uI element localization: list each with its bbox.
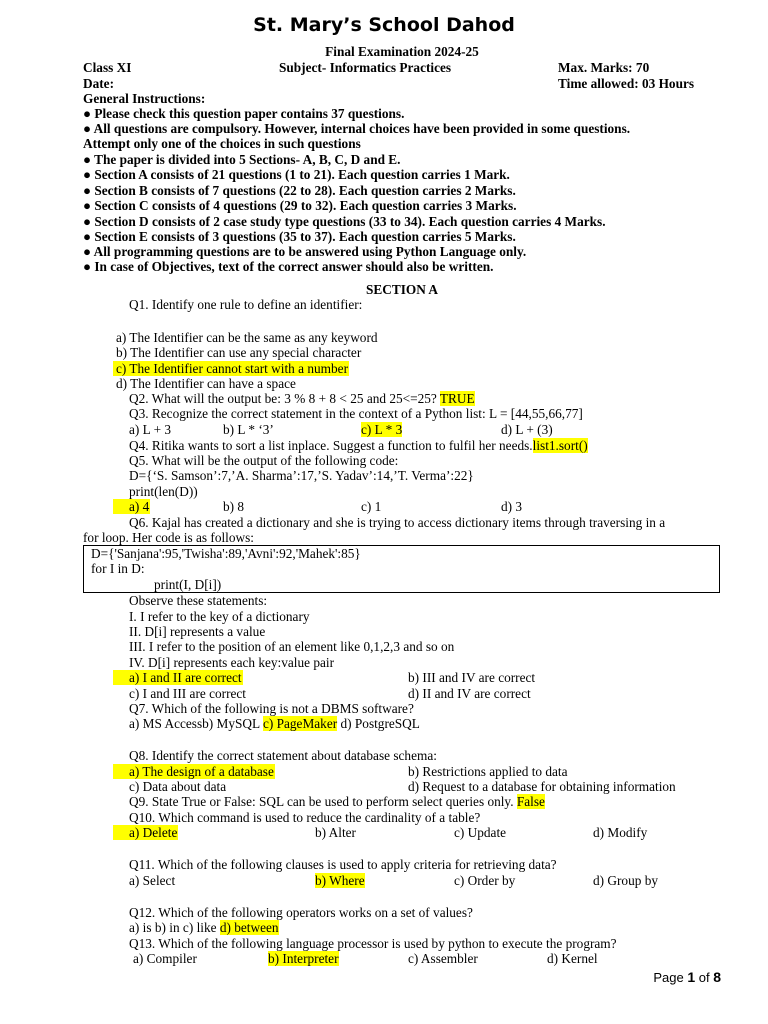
- page-number: Page 1 of 8: [653, 969, 721, 985]
- option-5b: b) 8: [223, 499, 245, 514]
- question-11: Q11. Which of the following clauses is used to apply criteria for retrieving data?: [129, 857, 557, 872]
- option-5d: d) 3: [501, 499, 523, 514]
- option-3a: a) L + 3: [129, 422, 172, 437]
- question-13: Q13. Which of the following language processor is used by python to execute the program?: [129, 936, 617, 951]
- option-6c: c) I and III are correct: [129, 686, 246, 701]
- option-8a-correct: a) The design of a database: [113, 764, 275, 779]
- option-1b: b) The Identifier can use any special character: [116, 345, 362, 360]
- question-10: Q10. Which command is used to reduce the cardinality of a table?: [129, 810, 481, 825]
- option-13d: d) Kernel: [547, 951, 598, 966]
- option-1a: a) The Identifier can be the same as any keyword: [116, 330, 378, 345]
- option-5c: c) 1: [361, 499, 382, 514]
- code-line: print(I, D[i]): [154, 577, 222, 592]
- code-line: for I in D:: [91, 561, 145, 576]
- instruction-item: Attempt only one of the choices in such questions: [83, 136, 361, 151]
- option-10a-correct: a) Delete: [113, 825, 178, 840]
- code-line: D={'Sanjana':95,'Twisha':89,'Avni':92,'Mahek':85}: [91, 546, 361, 561]
- time-allowed: Time allowed: 03 Hours: [558, 76, 695, 91]
- instruction-item: ● Section C consists of 4 questions (29 to 32). Each question carries 3 Marks.: [83, 198, 517, 213]
- statement-4: IV. D[i] represents each key:value pair: [129, 655, 335, 670]
- question-3: Q3. Recognize the correct statement in the context of a Python list: L = [44,55,66,77]: [129, 406, 583, 421]
- options-7: a) MS Accessb) MySQL c) PageMaker d) PostgreSQL: [129, 716, 420, 731]
- code-line: print(len(D)): [129, 484, 198, 499]
- option-3d: d) L + (3): [501, 422, 553, 437]
- section-a-heading: SECTION A: [365, 282, 439, 297]
- subject-label: Subject- Informatics Practices: [279, 60, 452, 75]
- option-11d: d) Group by: [593, 873, 658, 888]
- instruction-item: ● Section E consists of 3 questions (35 to 37). Each question carries 5 Marks.: [83, 229, 516, 244]
- option-8d: d) Request to a database for obtaining information: [408, 779, 676, 794]
- question-2: Q2. What will the output be: 3 % 8 + 8 < 25 and 25<=25? TRUE: [129, 391, 475, 406]
- code-line: D={‘S. Samson’:7,’A. Sharma’:17,’S. Yadav’:14,’T. Verma’:22}: [129, 468, 474, 483]
- option-10b: b) Alter: [315, 825, 356, 840]
- observe-label: Observe these statements:: [129, 593, 268, 608]
- option-3b: b) L * ‘3’: [223, 422, 274, 437]
- instruction-item: ● Section D consists of 2 case study type questions (33 to 34). Each question carries 4 Marks.: [83, 214, 606, 229]
- option-11a: a) Select: [129, 873, 176, 888]
- instruction-item: ● Section A consists of 21 questions (1 to 21). Each question carries 1 Mark.: [83, 167, 510, 182]
- class-label: Class XI: [83, 60, 132, 75]
- option-5a-correct: a) 4: [113, 499, 150, 514]
- instruction-item: ● All questions are compulsory. However, internal choices have been provided in some questions.: [83, 121, 631, 136]
- option-13c: c) Assembler: [408, 951, 478, 966]
- question-9: Q9. State True or False: SQL can be used to perform select queries only. False: [129, 794, 545, 809]
- option-10d: d) Modify: [593, 825, 648, 840]
- question-6: Q6. Kajal has created a dictionary and she is trying to access dictionary items through traversing in a: [129, 515, 666, 530]
- instruction-item: ● Section B consists of 7 questions (22 to 28). Each question carries 2 Marks.: [83, 183, 516, 198]
- code-box: [83, 545, 720, 593]
- answer-2: TRUE: [439, 391, 475, 406]
- exam-title: Final Examination 2024-25: [325, 44, 479, 59]
- question-12: Q12. Which of the following operators works on a set of values?: [129, 905, 473, 920]
- option-8c: c) Data about data: [129, 779, 227, 794]
- option-6a-correct: a) I and II are correct: [113, 670, 243, 685]
- statement-1: I. I refer to the key of a dictionary: [129, 609, 310, 624]
- option-11c: c) Order by: [454, 873, 516, 888]
- option-8b: b) Restrictions applied to data: [408, 764, 568, 779]
- instruction-item: ● Please check this question paper contains 37 questions.: [83, 106, 405, 121]
- option-6b: b) III and IV are correct: [408, 670, 536, 685]
- question-4: Q4. Ritika wants to sort a list inplace. Suggest a function to fulfil her needs.list1.sort(): [129, 438, 588, 453]
- answer-9: False: [516, 794, 545, 809]
- option-3c-correct: c) L * 3: [361, 422, 403, 437]
- instruction-item: ● The paper is divided into 5 Sections- A, B, C, D and E.: [83, 152, 401, 167]
- instructions-title: General Instructions:: [83, 91, 206, 106]
- school-name: St. Mary’s School Dahod: [253, 14, 515, 36]
- question-6-cont: for loop. Her code is as follows:: [83, 530, 254, 545]
- answer-7: c) PageMaker: [262, 716, 338, 731]
- option-10c: c) Update: [454, 825, 507, 840]
- option-13b-correct: b) Interpreter: [268, 951, 339, 966]
- options-12: a) is b) in c) like d) between: [129, 920, 279, 935]
- question-1: Q1. Identify one rule to define an identifier:: [129, 297, 363, 312]
- question-5: Q5. What will be the output of the following code:: [129, 453, 399, 468]
- instruction-item: ● In case of Objectives, text of the correct answer should also be written.: [83, 259, 494, 274]
- instruction-item: ● All programming questions are to be answered using Python Language only.: [83, 244, 527, 259]
- question-8: Q8. Identify the correct statement about database schema:: [129, 748, 437, 763]
- option-1c-correct: c) The Identifier cannot start with a number: [113, 361, 349, 376]
- statement-3: III. I refer to the position of an element like 0,1,2,3 and so on: [129, 639, 455, 654]
- answer-4: list1.sort(): [532, 438, 588, 453]
- option-1d: d) The Identifier can have a space: [116, 376, 296, 391]
- option-11b-correct: b) Where: [315, 873, 365, 888]
- answer-12: d) between: [219, 920, 279, 935]
- date-label: Date:: [83, 76, 115, 91]
- option-6d: d) II and IV are correct: [408, 686, 531, 701]
- statement-2: II. D[i] represents a value: [129, 624, 266, 639]
- max-marks: Max. Marks: 70: [558, 60, 650, 75]
- question-7: Q7. Which of the following is not a DBMS software?: [129, 701, 414, 716]
- option-13a: a) Compiler: [133, 951, 197, 966]
